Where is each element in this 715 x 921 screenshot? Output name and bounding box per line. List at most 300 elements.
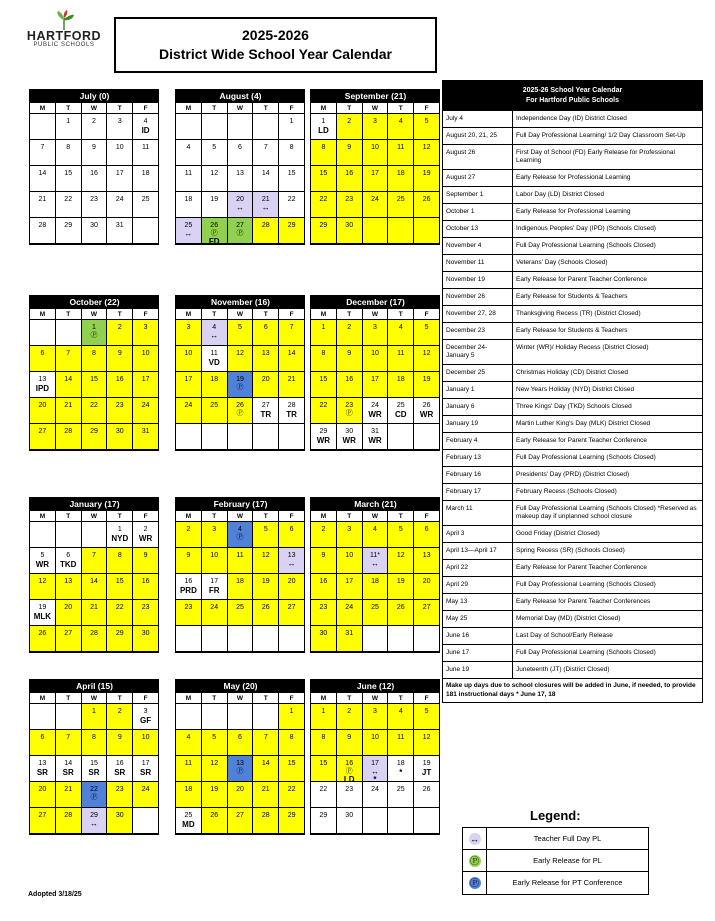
week-row [176,548,305,574]
day-number: 19 [210,786,219,793]
event-row [443,416,702,433]
week-row [311,398,440,424]
day-cell [253,372,279,398]
day-cell [279,704,305,730]
early-release-icon: Ⓟ [236,768,244,775]
day-cell [279,192,305,218]
day-number: 7 [289,324,294,331]
week-row [176,424,305,450]
day-number: 12 [210,760,219,767]
day-cell [202,730,228,756]
event-row [443,399,702,416]
day-number: 23 [141,604,150,611]
day-cell [133,704,159,730]
day-number: 1 [289,118,294,125]
legend-swatch [463,872,487,894]
week-row [311,140,440,166]
day-number: 18 [236,578,244,585]
day-number: 25 [141,196,150,203]
day-number: 10 [345,552,354,559]
event-row [443,221,702,238]
day-number: 3 [143,324,148,331]
day-cell [228,140,254,166]
day-cell [337,218,363,244]
day-cell [414,114,440,140]
week-row [30,600,159,626]
weekday-label: W [228,309,254,320]
day-number: 5 [424,324,429,331]
day-number: 3 [186,324,191,331]
day-code: SR [114,768,126,777]
day-number: 1 [321,708,326,715]
month-title: August (4) [176,89,305,103]
day-cell [388,320,414,346]
day-cell [279,548,305,574]
event-description: Labor Day (LD) District Closed [516,191,605,198]
early-release-icon: Ⓟ [345,768,353,775]
day-number: 23 [345,402,354,409]
weekday-label: W [363,693,389,704]
day-cell [279,600,305,626]
day-number: 6 [66,552,71,559]
day-cell [253,320,279,346]
day-number: 30 [345,812,354,819]
weekday-header-row [176,511,305,522]
day-cell [30,424,56,450]
day-cell [337,808,363,834]
day-number: 2 [321,526,326,533]
day-cell [202,704,228,730]
early-release-icon: Ⓟ [236,230,244,237]
day-cell [279,114,305,140]
day-number: 10 [115,144,124,151]
week-row [30,192,159,218]
event-row [443,365,702,382]
day-number: 7 [66,734,71,741]
day-cell [30,192,56,218]
day-number: 6 [238,734,242,741]
day-number: 13 [287,552,296,559]
day-cell [133,192,159,218]
day-number: 14 [90,578,98,585]
day-number: 21 [287,376,296,383]
day-number: 15 [287,760,296,767]
day-number: 2 [143,526,148,533]
day-number: 28 [261,222,270,229]
day-cell [202,140,228,166]
day-cell [133,548,159,574]
day-number: 2 [117,324,122,331]
day-number: 25 [236,604,244,611]
day-number: 9 [347,144,352,151]
day-cell [279,808,305,834]
week-row [176,192,305,218]
day-number: 12 [422,144,431,151]
day-number: 18 [371,578,379,585]
day-cell [107,782,133,808]
week-row [176,140,305,166]
day-number: 8 [289,144,294,151]
weekday-label: M [176,511,202,522]
month-title: September (21) [311,89,440,103]
day-number: 26 [422,402,431,409]
day-cell [414,424,440,450]
day-number: 31 [141,428,150,435]
day-number: 14 [38,170,47,177]
day-number: 9 [321,552,326,559]
day-cell [176,808,202,834]
day-number: 30 [345,428,354,435]
day-cell [414,192,440,218]
day-number: 25 [184,812,193,819]
day-cell [311,782,337,808]
day-cell [337,114,363,140]
day-cell [311,424,337,450]
day-cell [228,166,254,192]
day-cell [176,730,202,756]
adopted-date: Adopted 3/18/25 [28,891,82,898]
day-number: 23 [345,196,354,203]
day-cell [388,626,414,652]
event-description: Independence Day (ID) District Closed [516,115,627,122]
day-cell [311,574,337,600]
weekday-header-row [311,511,440,522]
day-number: 28 [38,222,47,229]
day-cell [279,626,305,652]
day-number: 7 [263,144,268,151]
event-row [443,187,702,204]
weekday-label: T [388,103,414,114]
day-number: 21 [38,196,47,203]
day-number: 7 [66,350,71,357]
day-cell [414,372,440,398]
day-number: 15 [90,760,98,767]
day-number: 26 [236,402,244,409]
day-number: 16 [345,170,354,177]
day-number: 23 [115,402,124,409]
day-cell [253,346,279,372]
day-cell [133,218,159,244]
event-row [443,560,702,577]
event-description: Early Release for Students & Teachers [516,327,628,334]
day-number: 26 [210,222,219,229]
day-number: 26 [261,604,270,611]
weekday-label: F [414,511,440,522]
event-description: Early Release for Parent Teacher Conference [516,437,648,444]
event-row [443,289,702,306]
day-number: 11 [184,170,193,177]
day-number: 19 [236,376,244,383]
day-number: 16 [345,760,354,767]
day-cell [228,522,254,548]
day-cell [176,398,202,424]
day-number: 25 [184,222,193,229]
weekday-label: F [279,693,305,704]
day-cell [388,372,414,398]
weekday-label: T [202,693,228,704]
month-calendar [29,497,159,653]
week-row [311,424,440,450]
day-cell [388,140,414,166]
day-cell [30,398,56,424]
day-cell [56,730,82,756]
day-number: 27 [236,222,244,229]
day-cell [414,548,440,574]
day-cell [253,574,279,600]
event-date: October 13 [443,221,513,237]
day-number: 13 [236,760,244,767]
day-number: 1 [66,118,71,125]
full-day-pl-icon: ↔ [287,559,296,568]
week-row [311,808,440,834]
weekday-label: F [414,693,440,704]
day-code: IPD [35,384,50,393]
day-code: SR [140,768,152,777]
day-cell [228,398,254,424]
day-cell [228,574,254,600]
event-date: January 6 [443,399,513,415]
day-cell [107,346,133,372]
day-cell [388,424,414,450]
day-number: 6 [238,144,242,151]
day-number: 22 [90,402,98,409]
day-number: 23 [345,786,354,793]
day-cell [202,782,228,808]
day-cell [363,782,389,808]
week-row [311,522,440,548]
event-date: July 4 [443,111,513,127]
day-cell [107,600,133,626]
event-row [443,662,702,679]
day-cell [311,730,337,756]
day-cell [363,574,389,600]
day-cell [30,346,56,372]
day-cell [56,346,82,372]
day-number: 8 [321,350,326,357]
weekday-label: T [202,511,228,522]
day-cell [228,808,254,834]
day-number: 5 [238,324,242,331]
day-cell [56,140,82,166]
full-day-pl-icon: ↔ [89,819,98,828]
event-date: November 11 [443,255,513,271]
weekday-label: T [253,511,279,522]
day-cell [82,574,108,600]
day-cell [363,140,389,166]
day-number: 21 [261,196,270,203]
day-cell [133,626,159,652]
legend-label: Early Release for PT Conference [512,878,623,887]
weekday-label: F [279,511,305,522]
day-code: JT [421,768,432,777]
weekday-header-row [30,693,159,704]
weekday-label: M [311,103,337,114]
event-rows [443,111,702,679]
day-cell [414,218,440,244]
day-number: 30 [319,630,328,637]
day-cell [363,320,389,346]
month-calendar [310,679,440,835]
day-number: 19 [261,578,270,585]
day-code: ID [141,126,150,135]
day-cell [253,398,279,424]
day-number: 4 [143,118,148,125]
day-number: 8 [66,144,71,151]
day-number: 31 [115,222,124,229]
day-number: 27 [261,402,270,409]
event-row [443,594,702,611]
day-cell [202,192,228,218]
day-number: 22 [90,786,98,793]
day-cell [363,730,389,756]
day-cell [279,398,305,424]
weekday-header-row [311,309,440,320]
legend-label: Teacher Full Day PL [533,834,602,843]
day-number: 11 [141,144,150,151]
day-cell [107,166,133,192]
day-number: 1 [92,324,96,331]
weekday-label: T [337,309,363,320]
week-row [30,626,159,652]
event-date: February 16 [443,467,513,483]
day-cell [133,782,159,808]
legend-row [463,828,648,850]
event-date: March 11 [443,501,513,525]
day-number: 31 [345,630,354,637]
day-number: 19 [422,170,431,177]
day-cell [56,548,82,574]
week-row [30,140,159,166]
day-cell [311,626,337,652]
weekday-label: T [388,309,414,320]
week-row [30,320,159,346]
event-description: Full Day Professional Learning/ 1/2 Day Classroom Set-Up [516,132,686,139]
weekday-header-row [176,309,305,320]
day-number: 2 [117,708,122,715]
day-cell [388,398,414,424]
day-cell [337,782,363,808]
day-cell [388,704,414,730]
day-cell [228,424,254,450]
day-number: 4 [398,324,403,331]
day-number: 5 [424,118,429,125]
title-year: 2025-2026 [242,27,309,43]
day-cell [176,782,202,808]
event-description: Three Kings' Day (TKD) Schools Closed [516,403,632,410]
day-cell [82,756,108,782]
weekday-header-row [30,511,159,522]
day-cell [311,346,337,372]
day-number: 27 [422,604,431,611]
day-number: 23 [184,604,193,611]
day-cell [82,600,108,626]
event-date: August 27 [443,170,513,186]
day-cell [82,704,108,730]
day-cell [279,424,305,450]
day-number: 5 [398,526,403,533]
day-cell [56,574,82,600]
day-cell [414,166,440,192]
weekday-label: T [56,693,82,704]
legend-swatch [463,850,487,871]
day-number: 23 [90,196,98,203]
event-description: New Years Holiday (NYD) District Closed [516,386,635,393]
day-cell [56,114,82,140]
day-cell [30,626,56,652]
day-number: 14 [287,350,296,357]
week-row [311,782,440,808]
day-number: 15 [115,578,124,585]
day-cell [388,166,414,192]
weekday-label: T [253,309,279,320]
day-cell [414,140,440,166]
day-code: LD [318,126,329,135]
day-cell [253,424,279,450]
week-row [176,166,305,192]
day-cell [253,730,279,756]
month-calendar [29,89,159,245]
weekday-label: T [202,309,228,320]
event-row [443,170,702,187]
full-day-pl-icon: ↔ [235,203,244,212]
day-cell [176,574,202,600]
day-code: FR [208,586,220,595]
week-row [311,626,440,652]
day-cell [82,166,108,192]
weekday-label: F [133,693,159,704]
logo-subtitle: PUBLIC SCHOOLS [33,42,95,48]
day-number: 11 [210,350,218,357]
week-row [311,600,440,626]
week-row [30,114,159,140]
day-cell [363,756,389,782]
day-number: 16 [115,376,124,383]
day-number: 6 [424,526,429,533]
day-cell [388,218,414,244]
day-number: 17 [141,376,150,383]
day-number: 11 [184,760,193,767]
day-cell [56,808,82,834]
day-number: 28 [261,812,270,819]
day-cell [253,192,279,218]
day-cell [279,372,305,398]
day-cell [414,522,440,548]
day-number: 3 [373,324,377,331]
day-number: 1 [117,526,122,533]
weekday-label: T [107,103,133,114]
weekday-header-row [176,103,305,114]
event-date: April 29 [443,577,513,593]
sprout-icon [49,10,79,30]
day-cell [82,346,108,372]
day-number: 15 [319,170,328,177]
day-number: 20 [38,786,47,793]
day-number: 22 [115,604,124,611]
day-cell [388,782,414,808]
day-number: 25 [396,786,405,793]
day-code: TR [260,410,272,419]
day-cell [253,808,279,834]
day-number: 1 [321,324,326,331]
day-number: 27 [64,630,73,637]
day-number: 26 [210,812,219,819]
day-cell [176,192,202,218]
day-number: 3 [373,118,377,125]
day-number: 16 [319,578,328,585]
event-row [443,272,702,289]
day-code: CD [395,410,407,419]
weekday-label: W [82,103,108,114]
